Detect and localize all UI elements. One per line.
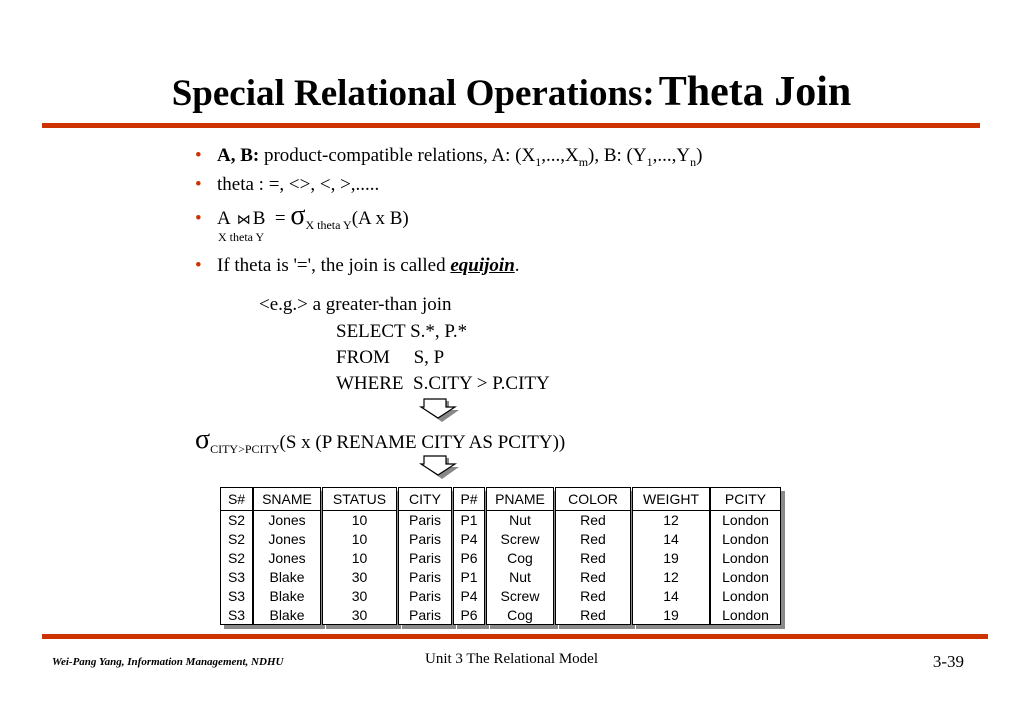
column-s-number — [220, 487, 253, 625]
equijoin-term: equijoin — [450, 255, 515, 276]
column-header: PCITY — [711, 488, 780, 511]
table-cell: 10 — [351, 512, 368, 528]
table-cell: Red — [580, 531, 606, 547]
down-arrow-icon — [416, 398, 460, 424]
table-cell: 10 — [351, 531, 368, 547]
page-number: 3-39 — [932, 652, 964, 671]
table-cell: Screw — [500, 588, 540, 604]
table-cell: Cog — [507, 607, 533, 623]
bullet-join-definition: • A ⋈ $B = \sigma_{X theta Y}(A$ x B) — [195, 200, 409, 232]
table-cell: P4 — [460, 531, 478, 547]
title-part-1: Special Relational Operations: — [171, 73, 655, 114]
table-cell: P6 — [460, 550, 478, 566]
table-cell: S2 — [227, 531, 246, 547]
table-cell: 14 — [663, 531, 679, 547]
table-cell: Blake — [269, 569, 305, 585]
sql-select: SELECT S.*, P.* — [336, 321, 468, 342]
sigma-icon: σ — [290, 200, 306, 231]
footer-divider — [42, 634, 988, 639]
table-cell: Nut — [509, 569, 531, 585]
table-cell: London — [722, 607, 769, 623]
table-cell: S3 — [227, 569, 246, 585]
table-cell: London — [722, 550, 769, 566]
bullet-dot-icon: • — [195, 145, 202, 166]
table-cell: Red — [580, 569, 606, 585]
bullet-dot-icon: • — [195, 174, 202, 195]
join-icon: ⋈ — [236, 213, 251, 228]
table-cell: 10 — [351, 550, 368, 566]
table-cell: Jones — [268, 531, 306, 547]
column-header: WEIGHT — [633, 488, 709, 511]
example-intro: <e.g.> a greater-than join — [259, 294, 452, 315]
table-cell: Red — [580, 512, 606, 528]
title-part-2: Theta Join — [658, 69, 852, 115]
table-cell: Paris — [409, 512, 441, 528]
table-cell: 19 — [663, 607, 679, 623]
column-header: S# — [221, 488, 252, 511]
bullet-equijoin: • If theta is '=', the join is called equijoin. — [195, 255, 520, 276]
column-header: STATUS — [323, 488, 396, 511]
table-cell: Paris — [409, 569, 441, 585]
table-cell: Nut — [509, 512, 531, 528]
table-cell: Cog — [507, 550, 533, 566]
table-cell: P6 — [460, 607, 478, 623]
bullet-dot-icon: • — [195, 255, 202, 276]
table-cell: London — [722, 588, 769, 604]
table-cell: Paris — [409, 607, 441, 623]
title-divider — [42, 123, 980, 128]
table-cell: 14 — [663, 588, 679, 604]
table-cell: 12 — [663, 512, 679, 528]
table-cell: Screw — [500, 531, 540, 547]
table-cell: Paris — [409, 588, 441, 604]
sql-where: WHERE S.CITY > P.CITY — [336, 373, 550, 394]
table-cell: Jones — [268, 550, 306, 566]
column-header: P# — [454, 488, 484, 511]
column-color — [555, 487, 631, 625]
table-cell: Paris — [409, 531, 441, 547]
table-cell: London — [722, 531, 769, 547]
table-cell: S2 — [227, 550, 246, 566]
column-city — [398, 487, 452, 625]
column-status — [322, 487, 397, 625]
table-cell: London — [722, 512, 769, 528]
table-cell: London — [722, 569, 769, 585]
down-arrow-icon — [416, 455, 460, 481]
bullet-theta: • theta : =, <>, <, >,..... — [195, 174, 380, 195]
column-pcity — [710, 487, 781, 625]
column-weight — [632, 487, 710, 625]
column-p-number — [453, 487, 485, 625]
table-cell: S3 — [227, 607, 246, 623]
table-cell: P1 — [460, 512, 478, 528]
table-cell: Paris — [409, 550, 441, 566]
table-cell: P1 — [460, 569, 478, 585]
table-cell: S3 — [227, 588, 246, 604]
table-cell: S2 — [227, 512, 246, 528]
column-header: COLOR — [556, 488, 630, 511]
column-sname — [253, 487, 321, 625]
bullet-relations: • A, B: product-compatible relations, A: $(X_1,...,X_m)$, B: $(Y_1,...,Y_n)$ — [195, 145, 703, 169]
table-cell: 30 — [351, 607, 368, 623]
footer-author: Wei-Pang Yang, Information Management, NDHU — [52, 656, 284, 668]
column-header: PNAME — [487, 488, 553, 511]
join-condition-label: X theta Y — [218, 230, 265, 244]
algebra-expression: $\sigma_{CITY>PCITY}(S$ x (P RENAME CITY AS PCITY)) — [195, 424, 566, 456]
table-cell: 30 — [351, 588, 368, 604]
bullet-label: A, B: — [217, 145, 260, 166]
table-cell: Red — [580, 588, 606, 604]
table-cell: Red — [580, 550, 606, 566]
table-cell: Blake — [269, 607, 305, 623]
table-cell: P4 — [460, 588, 478, 604]
bullet-dot-icon: • — [195, 208, 202, 229]
table-cell: Red — [580, 607, 606, 623]
footer-unit-title: Unit 3 The Relational Model — [424, 651, 599, 667]
slide-title — [0, 68, 1023, 116]
column-pname — [486, 487, 554, 625]
sigma-icon: σ — [195, 424, 211, 455]
table-cell: 30 — [351, 569, 368, 585]
table-cell: 12 — [663, 569, 679, 585]
column-header: SNAME — [254, 488, 320, 511]
column-header: CITY — [399, 488, 451, 511]
table-cell: 19 — [663, 550, 679, 566]
table-cell: Jones — [268, 512, 306, 528]
table-cell: Blake — [269, 588, 305, 604]
sql-from: FROM S, P — [336, 347, 445, 368]
